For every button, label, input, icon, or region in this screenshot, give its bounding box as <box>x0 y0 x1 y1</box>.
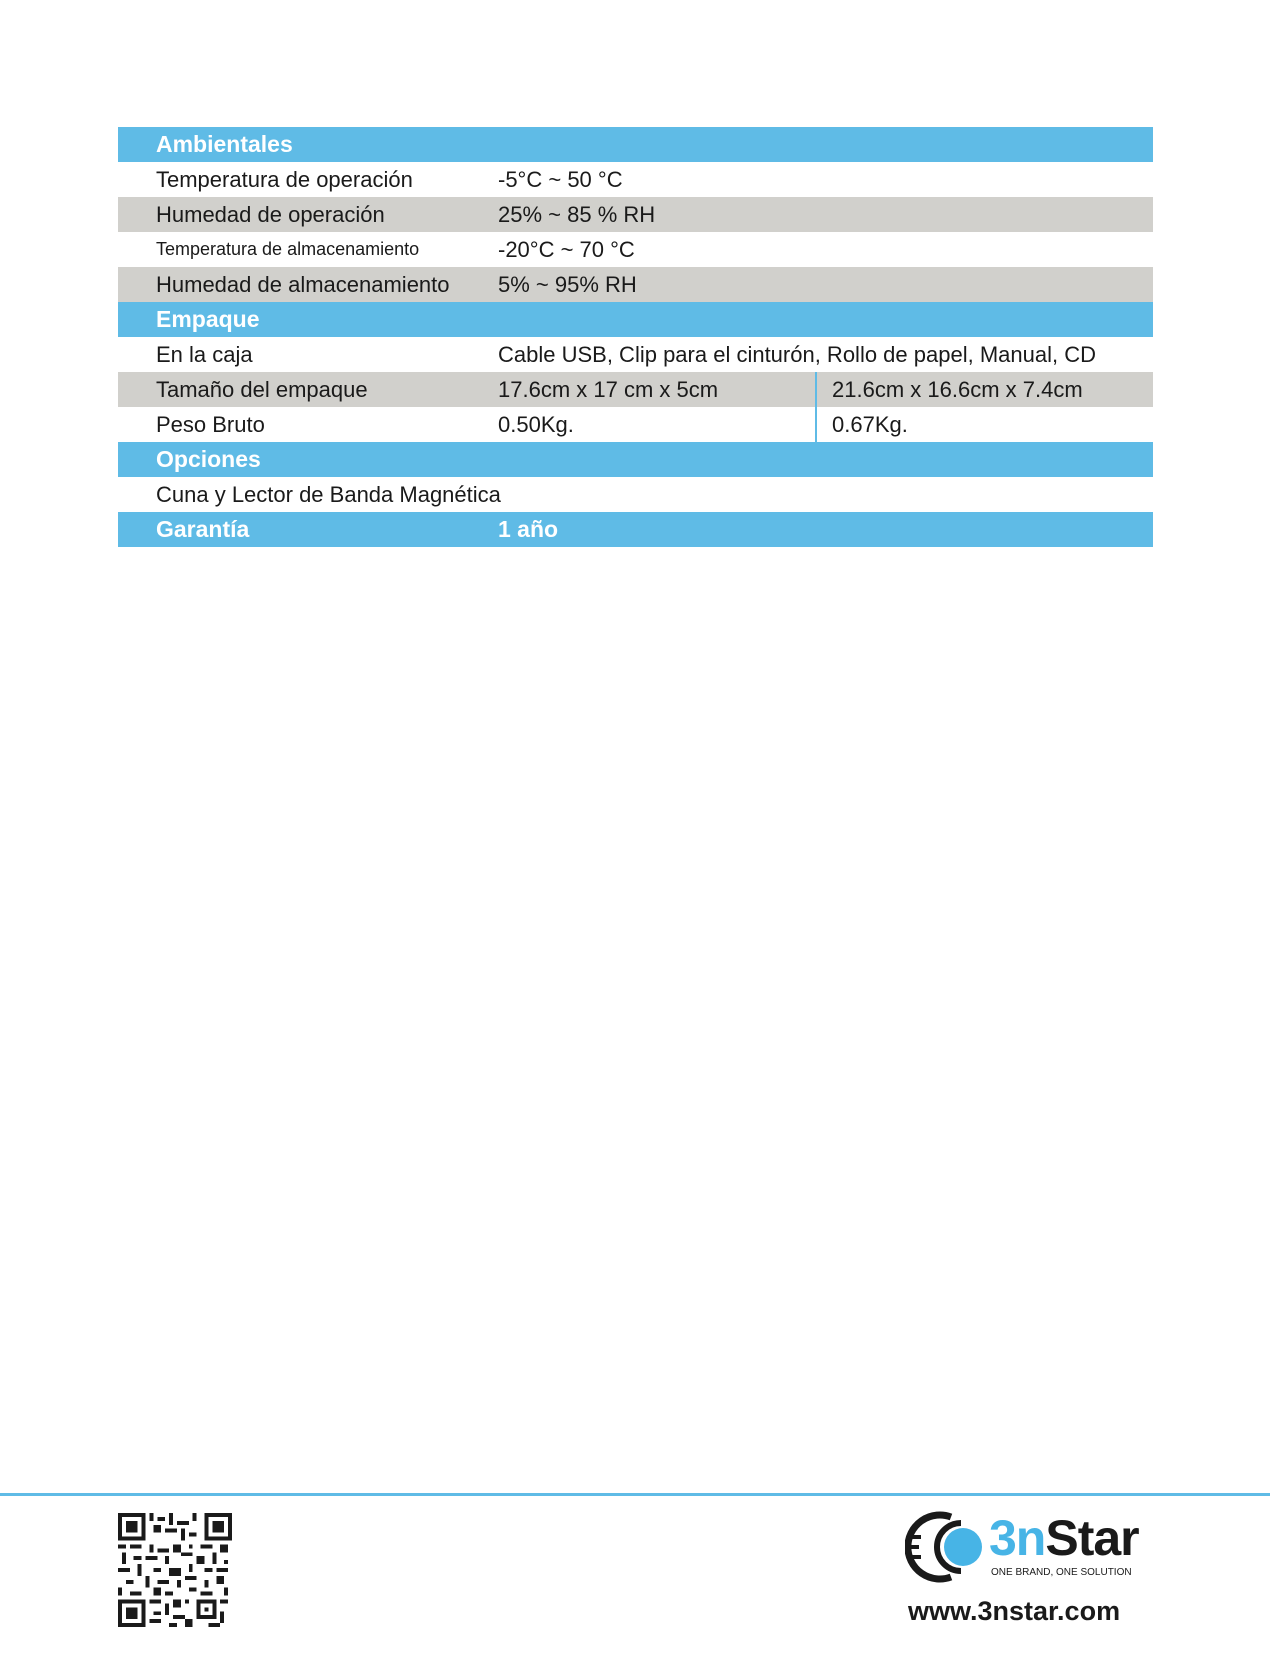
brand-name-3n: 3n <box>989 1510 1046 1566</box>
row-value: -5°C ~ 50 °C <box>498 167 623 192</box>
row-label: Humedad de operación <box>156 202 385 227</box>
row-value: 5% ~ 95% RH <box>498 272 637 297</box>
table-row <box>118 372 1153 407</box>
table-row <box>118 337 1153 372</box>
row-value: 25% ~ 85 % RH <box>498 202 656 227</box>
footer-divider <box>0 1493 1270 1496</box>
brand-tagline: ONE BRAND, ONE SOLUTION <box>991 1567 1132 1578</box>
table-row <box>118 407 1153 442</box>
website-link[interactable]: www.3nstar.com <box>908 1596 1121 1626</box>
row-label: Tamaño del empaque <box>156 377 368 402</box>
row-label: En la caja <box>156 342 253 367</box>
row-label: Temperatura de operación <box>156 167 413 192</box>
brand-name-star: Star <box>1045 1510 1139 1566</box>
warranty-value: 1 año <box>498 516 559 542</box>
spec-table <box>118 127 1153 547</box>
column-divider <box>815 372 817 407</box>
section-title: Ambientales <box>156 131 293 157</box>
row-value-alt: 0.67Kg. <box>832 412 908 437</box>
brand-logo[interactable] <box>905 1509 1151 1585</box>
section-title: Empaque <box>156 306 260 332</box>
row-value: 0.50Kg. <box>498 412 574 437</box>
row-label: Humedad de almacenamiento <box>156 272 450 297</box>
row-value: -20°C ~ 70 °C <box>498 237 635 262</box>
table-row <box>118 477 1153 512</box>
row-value-alt: 21.6cm x 16.6cm x 7.4cm <box>832 377 1083 402</box>
section-header-ambientales <box>118 127 1153 162</box>
section-title: Opciones <box>156 446 261 472</box>
row-value: 17.6cm x 17 cm x 5cm <box>498 377 719 402</box>
row-value: Cable USB, Clip para el cinturón, Rollo de papel, Manual, CD <box>498 342 1096 367</box>
row-label: Peso Bruto <box>156 412 265 437</box>
section-header-garantia <box>118 512 1153 547</box>
qr-code-icon[interactable] <box>118 1513 232 1627</box>
table-row <box>118 232 1153 267</box>
section-header-empaque <box>118 302 1153 337</box>
section-header-opciones <box>118 442 1153 477</box>
section-title: Garantía <box>156 516 250 542</box>
table-row <box>118 197 1153 232</box>
brand-name <box>989 1509 1139 1567</box>
table-row <box>118 267 1153 302</box>
column-divider <box>815 407 817 442</box>
table-row <box>118 162 1153 197</box>
3nstar-logo-icon <box>905 1509 989 1585</box>
row-label: Temperatura de almacenamiento <box>156 239 420 259</box>
row-label: Cuna y Lector de Banda Magnética <box>156 482 501 507</box>
